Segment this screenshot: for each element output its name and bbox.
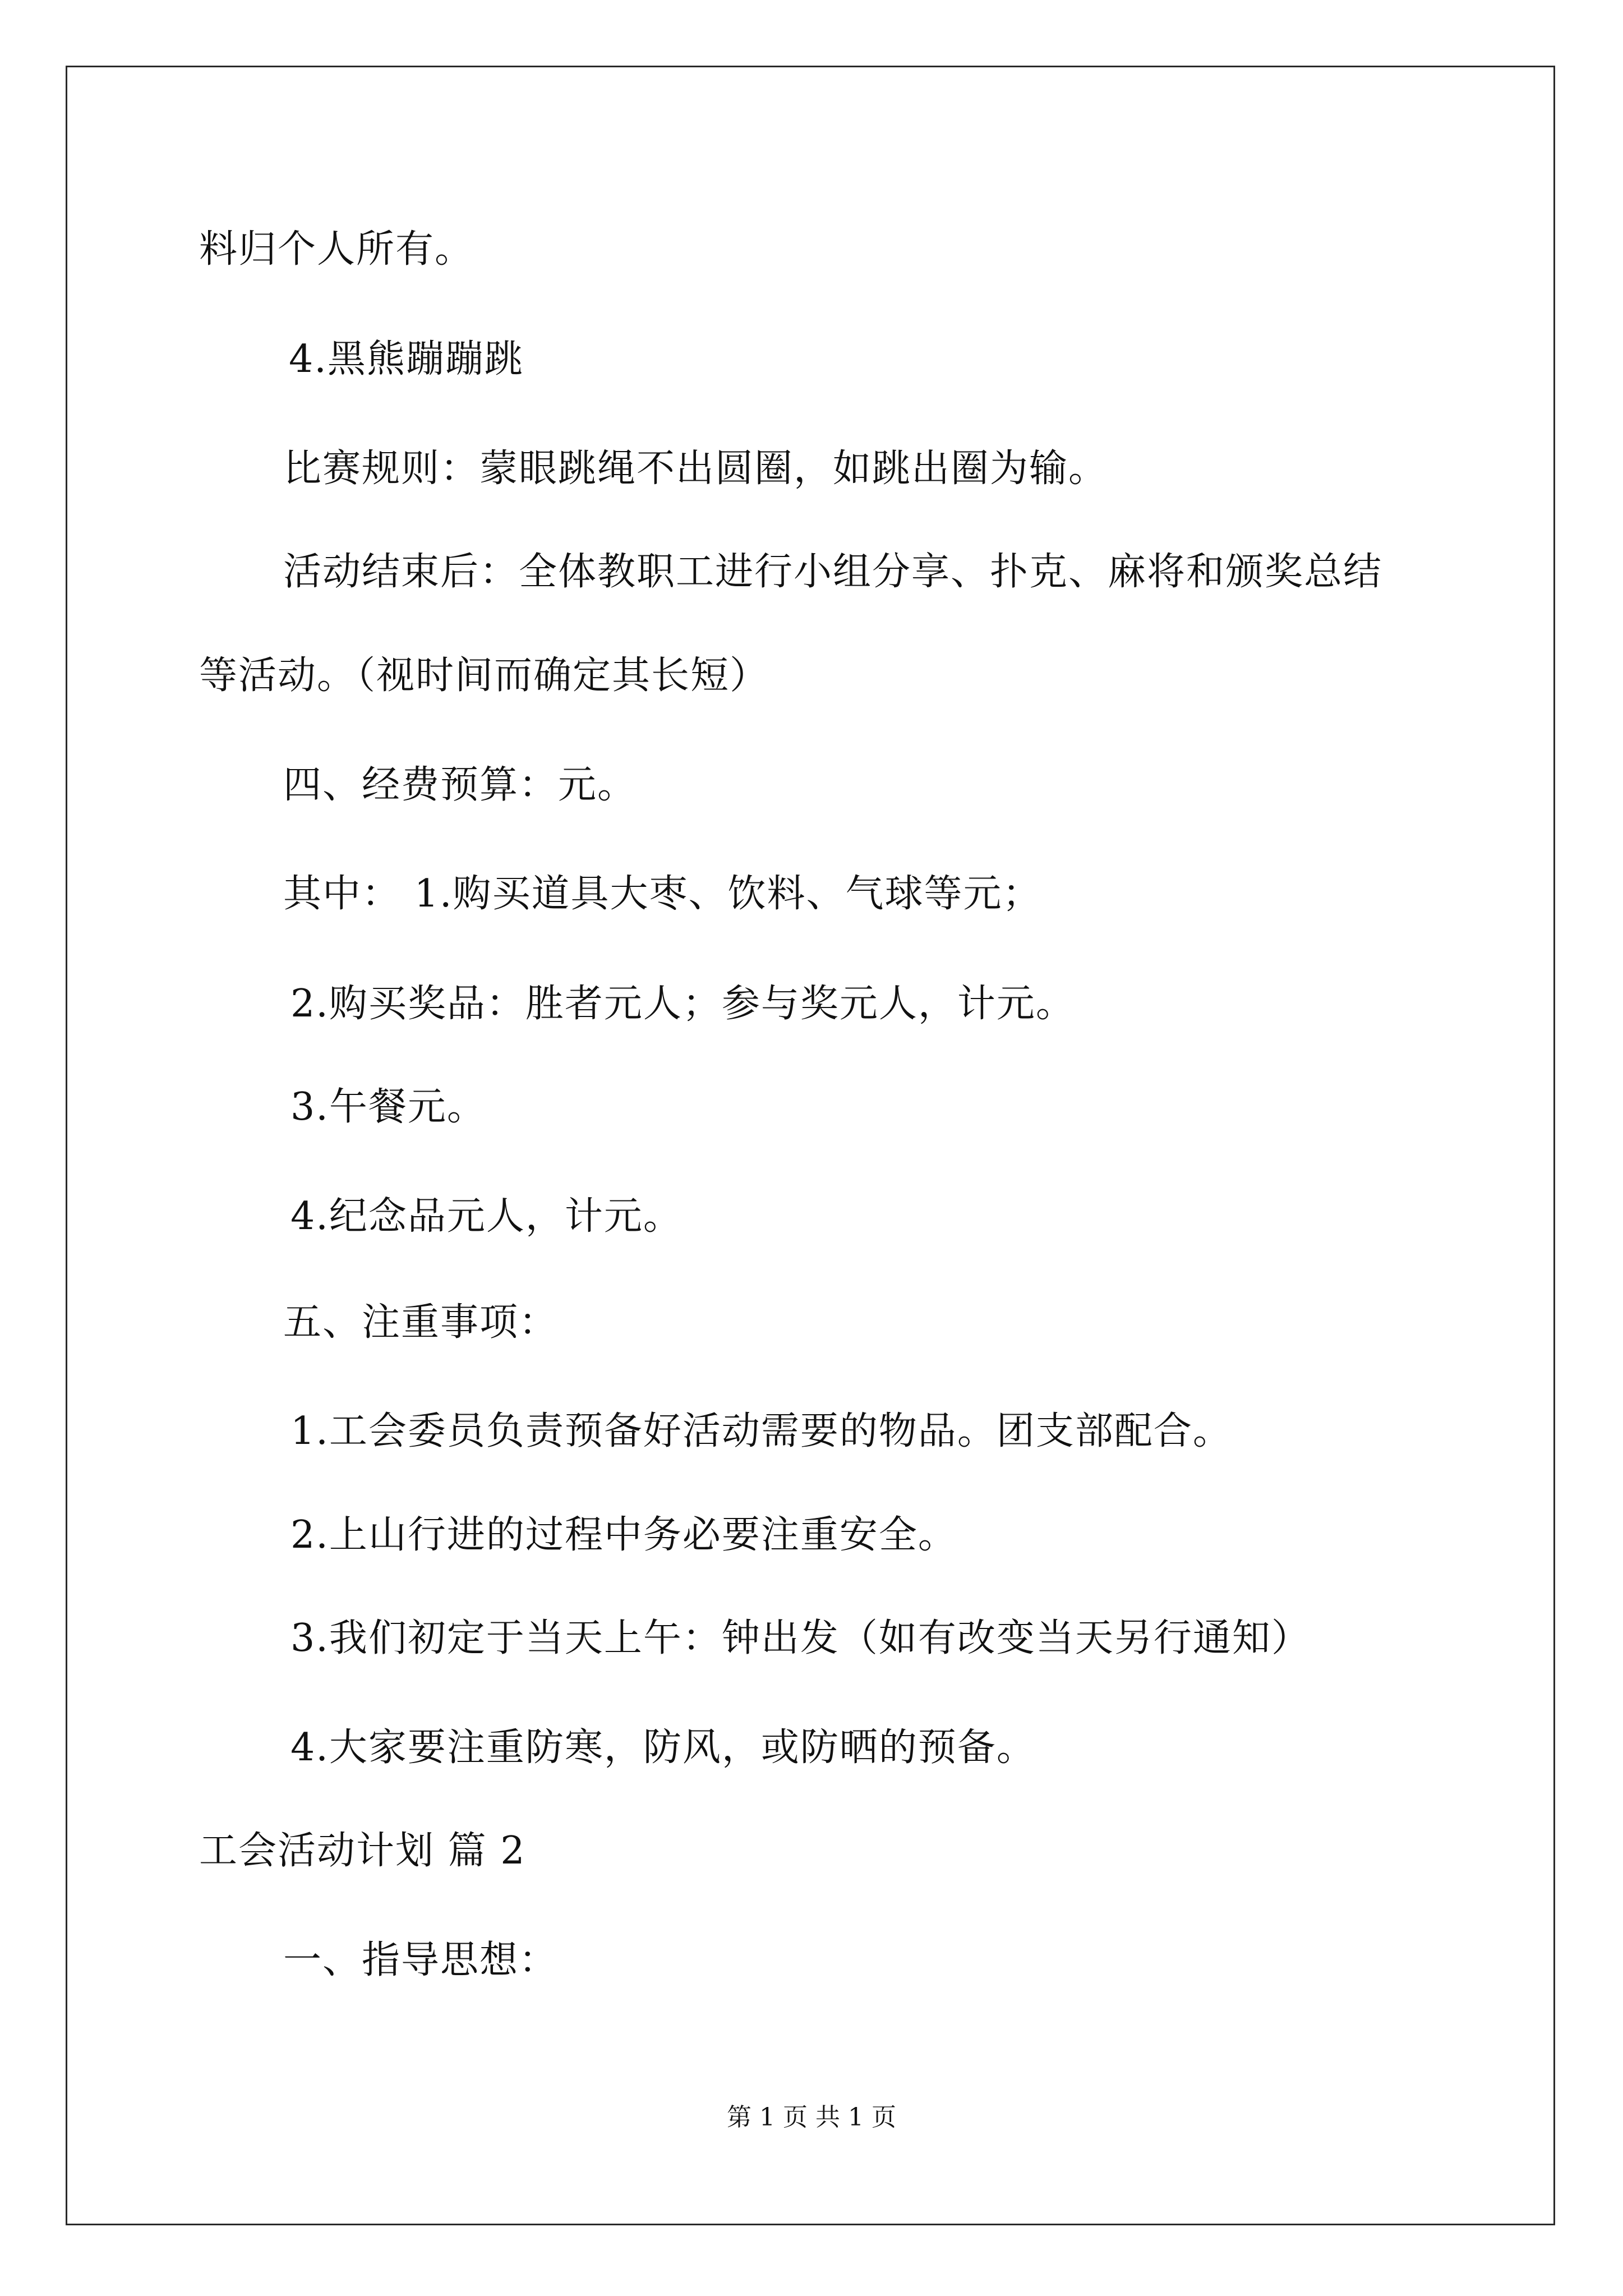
document-title: 工会活动计划 篇 2 — [199, 1829, 526, 1873]
list-item: 4.大家要注重防寒，防风，或防晒的预备。 — [291, 1726, 1036, 1770]
section-heading: 一、指导思想： — [283, 1938, 559, 1982]
page-border — [66, 66, 1555, 2225]
list-item: 2.上山行进的过程中务必要注重安全。 — [291, 1513, 957, 1557]
list-item: 4.纪念品元人，计元。 — [291, 1194, 683, 1239]
list-heading: 4.黑熊蹦蹦跳 — [289, 337, 524, 381]
list-item: 1.工会委员负责预备好活动需要的物品。团支部配合。 — [291, 1409, 1232, 1453]
section-heading: 五、注重事项： — [283, 1300, 559, 1345]
paragraph-line: 比赛规则：蒙眼跳绳不出圆圈，如跳出圈为输。 — [283, 447, 1108, 491]
paragraph-line: 其中： 1.购买道具大枣、饮料、气球等元； — [283, 872, 1042, 916]
section-heading: 四、经费预算：元。 — [283, 763, 637, 807]
paragraph-line: 等活动。（视时间而确定其长短） — [199, 654, 769, 698]
list-item: 3.午餐元。 — [291, 1085, 486, 1129]
page-footer: 第 1 页 共 1 页 — [727, 2103, 896, 2132]
paragraph-line: 料归个人所有。 — [199, 227, 474, 272]
list-item: 3.我们初定于当天上午：钟出发（如有改变当天另行通知） — [291, 1616, 1311, 1660]
list-item: 2.购买奖品：胜者元人；参与奖元人，计元。 — [291, 982, 1075, 1026]
paragraph-line: 活动结束后：全体教职工进行小组分享、扑克、麻将和颁奖总结 — [283, 550, 1383, 594]
